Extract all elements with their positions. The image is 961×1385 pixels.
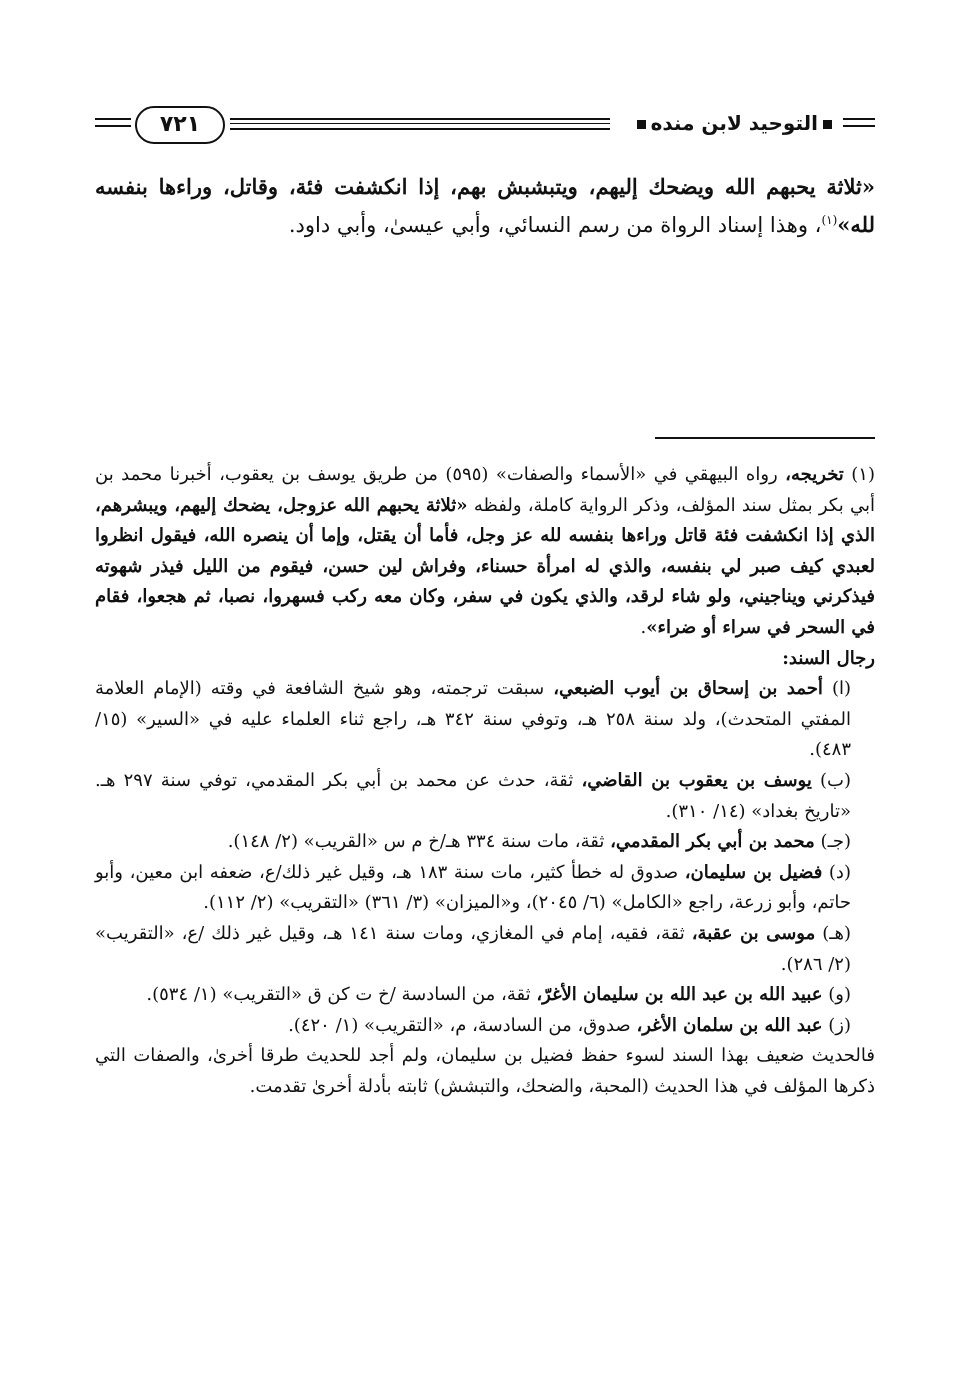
main-paragraph: [95, 168, 875, 244]
footnote-ref: (١): [821, 213, 838, 227]
takhrij-text: رواه البيهقي في «الأسماء والصفات» (٥٩٥) من طريق يوسف بن يعقوب، أخبرنا محمد بن أبي بكر بمثل سند المؤلف، وذكر الرواية كاملة، ولفظه: [95, 464, 875, 516]
narrator-text: صدوق، من السادسة، م، «التقريب» (١/ ٤٢٠).: [288, 1014, 631, 1036]
main-rest: ، وهذا إسناد الرواة من رسم النسائي، وأبي عيسىٰ، وأبي داود.: [288, 213, 822, 237]
page-number: ٧٢١: [135, 106, 225, 144]
narrator-name: فضيل بن سليمان،: [684, 861, 823, 883]
narrator-text: ثقة، فقيه، إمام في المغازي، ومات سنة ١٤١ هـ، وقيل غير ذلك /ع، «التقريب» (٢/ ٢٨٦).: [95, 922, 851, 975]
header-rule-center-top: [230, 118, 610, 120]
narrator-mark: (ا): [831, 678, 851, 700]
running-title-block: [632, 106, 837, 140]
takhrij-label: تخريجه،: [785, 464, 844, 485]
narrator-name: أحمد بن إسحاق بن أيوب الضبعي،: [553, 678, 823, 700]
narrator-name: موسى بن عقبة،: [691, 922, 816, 944]
header-rule-right-top: [843, 118, 875, 120]
narrator-item: [95, 919, 875, 980]
square-bullet-icon: [637, 120, 646, 129]
narrator-mark: (د): [828, 861, 851, 883]
takhrij-number: (١): [851, 464, 875, 485]
takhrij-paragraph: [95, 460, 875, 644]
narrator-item: [95, 980, 875, 1011]
footnote-separator: [655, 437, 875, 439]
conclusion-paragraph: فالحديث ضعيف بهذا السند لسوء حفظ فضيل بن سليمان، ولم أجد للحديث طرقا أخرىٰ، والصفات التي ذكرها المؤلف في هذا الحديث (المحبة، والضحك، والتبشش) ثابته بأدلة أخرىٰ تقدمت.: [95, 1045, 875, 1097]
narrator-mark: (ز): [828, 1014, 851, 1036]
narrator-item: [95, 827, 875, 858]
narrator-name: عبيد الله بن عبد الله بن سليمان الأغرّ،: [536, 984, 823, 1006]
narrator-mark: (و): [828, 984, 851, 1006]
narrator-text: ثقة، مات سنة ٣٣٤ هـ/خ م س «القريب» (٢/ ١٤٨).: [227, 831, 605, 853]
square-bullet-icon: [823, 120, 832, 129]
narrator-item: [95, 674, 875, 766]
narrator-item: [95, 858, 875, 919]
narrator-name: يوسف بن يعقوب بن القاضي،: [581, 769, 812, 791]
page-header: [95, 100, 875, 152]
narrator-mark: (هـ): [822, 922, 851, 944]
takhrij-end: .: [640, 616, 647, 638]
narrator-item: [95, 1011, 875, 1042]
narrator-mark: (ب): [819, 769, 851, 791]
narrator-text: ثقة، من السادسة /خ ت كن ق «التقريب» (١/ ٥٣٤).: [146, 984, 531, 1006]
header-rule-left-top: [95, 118, 131, 120]
rijal-heading: رجال السند:: [782, 647, 875, 669]
footnotes: [95, 460, 875, 1102]
narrator-text: صدوق له خطأ كثير، مات سنة ١٨٣ هـ، وقيل غير ذلك/ع، ضعفه ابن معين، وأبو حاتم، وأبو زرعة، راجع «الكامل» (٦/ ٢٠٤٥)، و«الميزان» (٣/ ٣٦١) «التقريب» (٢/ ١١٢).: [95, 861, 851, 914]
narrator-name: محمد بن أبي بكر المقدمي،: [610, 831, 815, 853]
header-rule-right-bottom: [843, 125, 875, 127]
narrator-text: سبقت ترجمته، وهو شيخ الشافعة في وقته (الإمام العلامة المفتي المتحدث)، ولد سنة ٢٥٨ هـ، وتوفي سنة ٣٤٢ هـ، راجع ثناء العلماء عليه في «السير» (١٥/ ٤٨٣).: [95, 678, 851, 761]
narrator-item: [95, 766, 875, 827]
header-rule-left-bottom: [95, 125, 131, 127]
main-text: [95, 168, 875, 244]
hadith-text: «ثلاثة يحبهم الله ويضحك إليهم، ويتبشبش بهم، إذا انكشفت فئة، وقاتل، وراءها بنفسه لله»: [95, 174, 875, 237]
running-title: التوحيد لابن منده: [650, 111, 818, 135]
header-rule-center-bottom: [230, 128, 610, 130]
narrator-name: عبد الله بن سلمان الأغر،: [636, 1014, 823, 1036]
narrator-mark: (جـ): [820, 831, 851, 853]
header-rule-center-mid: [230, 123, 610, 124]
narrator-text: ثقة، حدث عن محمد بن أبي بكر المقدمي، توفي سنة ٢٩٧ هـ. «تاريخ بغداد» (١٤/ ٣١٠).: [95, 769, 851, 822]
takhrij-quote: «ثلاثة يحبهم الله عزوجل، يضحك إليهم، ويبشرهم، الذي إذا انكشفت فئة قاتل وراءها بنفسه لله عز وجل، فأما أن يقتل، وإما أن ينصره الله، فيقول انظروا لعبدي كيف صبر لي بنفسه، والذي له امرأة حسناء، وفراش لين حسن، فيقوم من الليل فيذر شهوته فيذكرني ويناجيني، ولو شاء لرقد، والذي يكون في سفر، وكان معه ركب فسهروا، نصبا، ثم هجعوا، فقام في السحر في سراء أو ضراء»: [95, 494, 875, 638]
